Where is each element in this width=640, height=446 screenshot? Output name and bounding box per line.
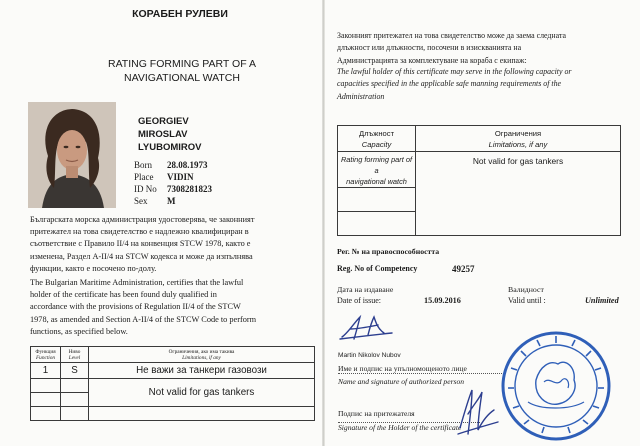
paragraph-line: Законният притежател на това свидетелство може да заема следната — [337, 31, 566, 40]
holder-father-name: LYUBOMIROV — [138, 142, 202, 153]
authorized-signature-icon — [338, 313, 394, 343]
capacity-value-line: navigational watch — [346, 177, 407, 186]
empty-cell — [338, 188, 416, 212]
paragraph-line: The Bulgarian Maritime Administration, certifies that the lawful — [30, 278, 244, 287]
authorized-label-en: Name and signature of authorized person — [338, 377, 465, 386]
born-label: Born — [134, 160, 152, 170]
title-english-line: NAVIGATIONAL WATCH — [124, 72, 240, 84]
authorized-person-name: Martin Nikolov Nubov — [338, 352, 401, 359]
page-fold — [322, 0, 325, 446]
empty-cell — [31, 379, 61, 393]
limitation-en-value: Not valid for gas tankers — [89, 379, 315, 407]
place-value: VIDIN — [167, 172, 194, 182]
function-header — [31, 347, 61, 363]
capacity-value-line: Rating forming part of a — [340, 155, 413, 175]
paragraph-line: functions, as specified below. — [30, 326, 128, 336]
sex-label: Sex — [134, 196, 148, 206]
limitations-header-en: Limitations, if any — [182, 354, 221, 361]
born-value: 28.08.1973 — [167, 160, 208, 170]
title-english-line: RATING FORMING PART OF A — [108, 58, 256, 70]
validity-value: Unlimited — [585, 296, 619, 305]
paragraph-line: Българската морска администрация удостоверява, че законният — [30, 215, 255, 224]
capacity-table — [337, 125, 621, 236]
empty-cell — [31, 393, 61, 407]
issue-date-label-bg: Дата на издаване — [337, 285, 394, 294]
issue-date-value: 15.09.2016 — [424, 296, 461, 305]
sex-value: M — [167, 196, 176, 206]
limitation-bg-value: Не важи за танкери газовози — [89, 363, 315, 379]
portrait-image — [28, 102, 116, 208]
certification-text-bulgarian — [30, 214, 315, 275]
paragraph-line: The lawful holder of this certificate may serve in the following capacity or — [337, 67, 572, 76]
limitations-header-bg: Ограничения — [494, 128, 542, 138]
limitations-header — [89, 347, 315, 363]
official-stamp-icon — [500, 330, 612, 442]
paragraph-line: holder of the certificate has been found duly qualified in — [30, 290, 217, 300]
paragraph-line: capacities specified in the applicable safe manning requirements of the — [337, 79, 562, 89]
empty-cell — [61, 407, 89, 421]
paragraph-line: Administration — [337, 91, 385, 101]
paragraph-line: функции, както е посочено по-долу. — [30, 263, 157, 273]
empty-cell — [338, 212, 416, 236]
competency-no-label-bg: Рег. № на правоспособността — [337, 247, 440, 256]
id-label: ID No — [134, 184, 157, 194]
title-bulgarian: КОРАБЕН РУЛЕВИ — [132, 8, 228, 20]
empty-cell — [31, 407, 61, 421]
empty-cell — [89, 407, 315, 421]
capacity-intro-bulgarian — [337, 30, 623, 67]
paragraph-line: притежател на това свидетелство е надлежно квалифициран в — [30, 227, 249, 237]
holder-photo — [28, 102, 116, 208]
validity-label-bg: Валидност — [508, 285, 544, 294]
paragraph-line: длъжност или длъжности, посочени в изискванията на — [337, 43, 522, 53]
paragraph-line: accordance with the provisions of Regulation II/4 of the STCW — [30, 302, 241, 312]
capacity-header — [338, 126, 416, 152]
holder-signature-label-en: Signature of the Holder of the certificate — [338, 422, 480, 432]
level-header-bg: Ниво — [68, 348, 81, 355]
paragraph-line: Администрацията за комплектуване на кораба с екипаж: — [337, 55, 527, 65]
place-label: Place — [134, 172, 154, 182]
function-value: 1 — [31, 363, 61, 379]
function-table — [30, 346, 315, 421]
id-value: 7308281823 — [167, 184, 212, 194]
holder-signature-icon — [456, 384, 502, 440]
empty-cell — [61, 393, 89, 407]
capacity-header-en: Capacity — [361, 139, 392, 149]
function-header-en: Function — [35, 354, 56, 361]
holder-first-name: MIROSLAV — [138, 129, 188, 140]
level-header — [61, 347, 89, 363]
function-header-bg: Функция — [35, 348, 56, 355]
limitations-header-en: Limitations, if any — [488, 139, 548, 149]
paragraph-line: 1978, as amended and Section A-II/4 of the STCW Code to perform — [30, 314, 257, 324]
level-header-en: Level — [68, 354, 81, 361]
limitations-header-bg: Ограничения, ако има такива — [168, 348, 235, 355]
authorized-label-bg: Име и подпис на упълномощеното лице — [338, 364, 506, 374]
empty-cell — [61, 379, 89, 393]
capacity-value — [338, 152, 416, 188]
competency-no-value: 49257 — [452, 264, 475, 274]
paragraph-line: съответствие с Правило II/4 на конвенция STCW 1978, както е — [30, 239, 251, 249]
competency-no-label-en: Reg. No of Competency — [337, 264, 418, 273]
issue-date-label-en: Date of issue: — [337, 296, 381, 305]
holder-surname: GEORGIEV — [138, 116, 189, 127]
capacity-intro-english — [337, 66, 623, 103]
capacity-limitation-value: Not valid for gas tankers — [416, 152, 621, 236]
paragraph-line: изменена, Раздел A-II/4 на STCW кодекса и може да изпълнява — [30, 251, 253, 261]
holder-signature-label-bg: Подпис на притежателя — [338, 409, 415, 418]
limitations-header — [416, 126, 621, 152]
title-english — [82, 57, 282, 85]
certification-text-english — [30, 277, 315, 338]
validity-label-en: Valid until : — [508, 296, 546, 305]
level-value: S — [61, 363, 89, 379]
capacity-header-bg: Длъжност — [358, 128, 395, 138]
